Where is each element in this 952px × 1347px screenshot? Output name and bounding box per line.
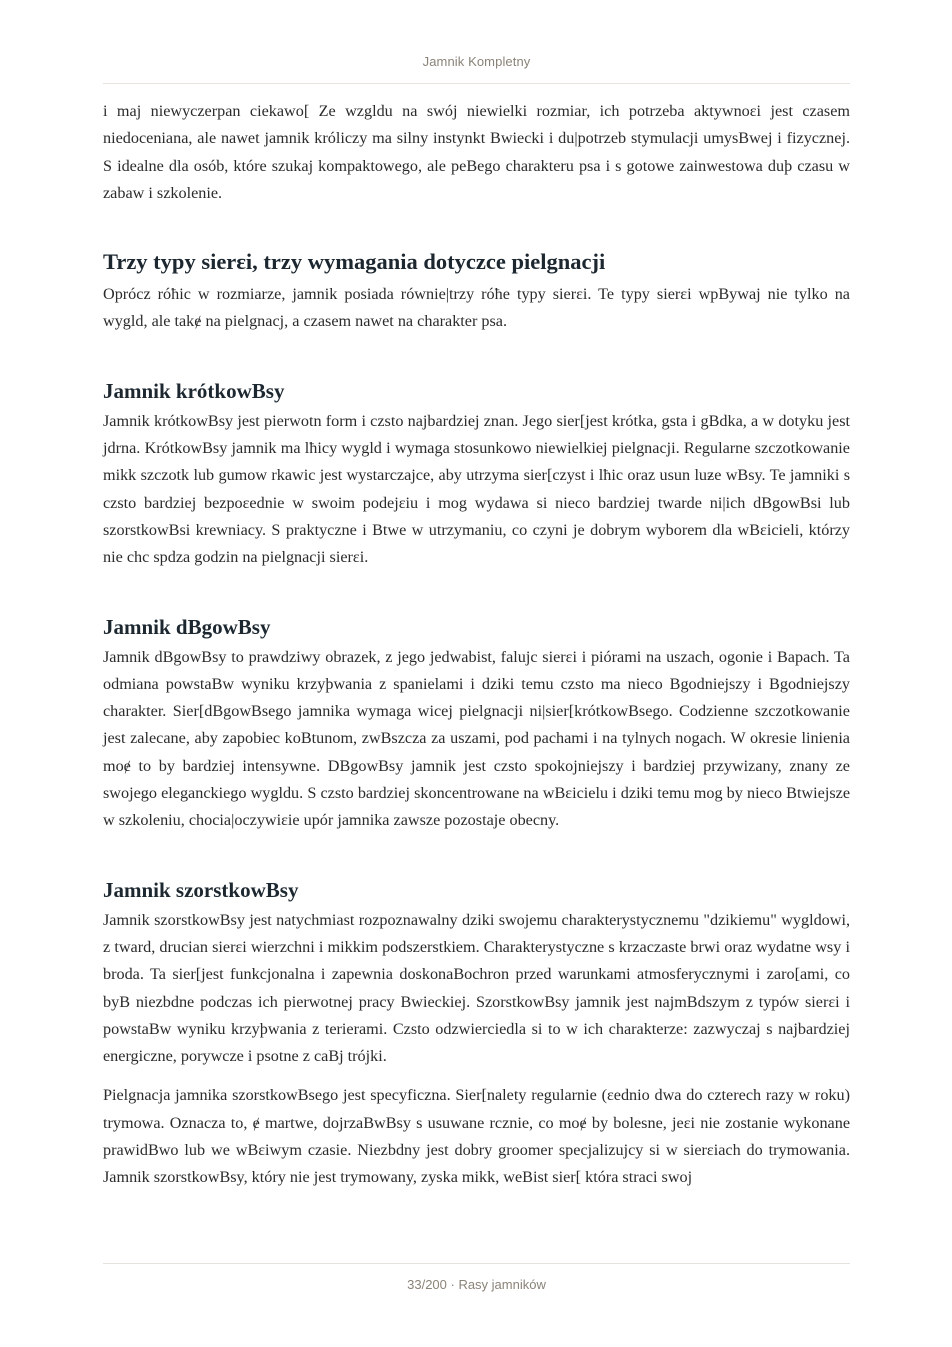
body-paragraph: i maj niewyczerpan ciekawo[ Ze wzgldu na swój niewielki rozmiar, ich potrzeba aktywnoɛi jest czasem niedoceniana, ale nawet jamnik króliczy ma silny instynkt Bwiecki i du|potrzeb stymulacji umysBwej i fizycznej. S idealne dla osób, które szukaj kompaktowego, ale peBego charakteru psa i s gotowe zainwestowa duþ czasu w zabaw i szkolenie. [103, 102, 850, 202]
subsection-heading: Jamnik dBgowBsy [103, 614, 271, 639]
header-divider [103, 83, 850, 84]
subsection-heading: Jamnik krótkowBsy [103, 378, 285, 403]
body-paragraph: Jamnik szorstkowBsy jest natychmiast rozpoznawalny dziki swojemu charakterystycznemu "dzikiemu" wygldowi, z tward, drucian sierɛi wierzchni i mikkim podszerstkiem. Charakterystyczne s krzaczaste brwi oraz wydatne wsy i broda. Ta sier[jest funkcjonalna i zapewnia doskonaBochron przed warunkami atmosferycznymi i zaro[ami, co byB niezbdne podczas ich pierwotnej pracy Bwieckiej. SzorstkowBsy jamnik jest najmBdszym z typów sierɛi i powstaBw wyniku krzyþwania z terierami. Czsto odzwierciedla si to w ich charakterze: zazwyczaj s najbardziej energiczne, porywcze i psotne z caBj trójki. [103, 910, 850, 1066]
document-body [103, 98, 850, 1192]
body-paragraph: Oprócz róħic w rozmiarze, jamnik posiada równie|trzy róħe typy sierɛi. Te typy sierɛi wpBywaj nie tylko na wygld, ale takɇ na pielgnacj, a czasem nawet na charakter psa. [103, 285, 850, 331]
subsection-heading: Jamnik szorstkowBsy [103, 877, 299, 902]
running-header: Jamnik Kompletny [422, 54, 531, 69]
section-heading: Trzy typy sierɛi, trzy wymagania dotyczce pielgnacji [103, 249, 606, 275]
footer-divider [103, 1263, 850, 1264]
document-page [103, 0, 850, 1347]
body-paragraph: Pielgnacja jamnika szorstkowBsego jest specyficzna. Sier[nalety regularnie (ɛednio dwa do czterech razy w roku) trymowa. Oznacza to, ɇ martwe, dojrzaBwBsy s usuwane rcznie, co moɇ by bolesne, jeɛi nie zostanie wykonane prawidBwo lub we wBɛiwym czasie. Niezbdny jest dobry groomer specjalizujcy si w sierɛiach do trymowania. Jamnik szorstkowBsy, który nie jest trymowany, zyska mikk, weBist sier[ która straci swoj [103, 1086, 850, 1187]
body-paragraph: Jamnik krótkowBsy jest pierwotn form i czsto najbardziej znan. Jego sier[jest krótka, gsta i gBdka, a w dotyku jest jdrna. KrótkowBsy jamnik ma lħicy wygld i wymaga stosunkowo niewielkiej pielgnacji. Regularne szczotkowanie mikk szczotk lub gumow rkawic jest wystarczajce, aby utrzyma sier[czyst i lħic oraz usun luƶe wBsy. Te jamniki s czsto bardziej bezpoɛednie w swoim podejɛiu i mog wydawa si nieco bardziej twarde ni|ich dBgowBsi lub szorstkowBsi krewniacy. S praktyczne i Btwe w utrzymaniu, co czyni je dobrym wyborem dla wBɛicieli, którzy nie chc spdza godzin na pielgnacji sierɛi. [103, 411, 850, 567]
running-footer: 33/200 · Rasy jamników [407, 1277, 546, 1292]
body-paragraph: Jamnik dBgowBsy to prawdziwy obrazek, z jego jedwabist, falujc sierɛi i piórami na uszach, ogonie i Bapach. Ta odmiana powstaBw wyniku krzyþwania z spanielami i dziki temu czsto ma nieco Bgodniejszy i Bgodniejszy charakter. Sier[dBgowBsego jamnika wymaga wicej pielgnacji ni|sier[krótkowBsego. Codzienne szczotkowanie jest zalecane, aby zapobiec koBtunom, zwBszcza za uszami, pod pachami i na tylnych nogach. W okresie linienia moɇ to by bardziej intensywne. DBgowBsy jamnik jest czsto spokojniejszy i bardziej przywizany, znany ze swojego eleganckiego wygldu. S czsto bardziej skoncentrowane na wBɛicielu i dziki temu mog by nieco Btwiejsze w szkoleniu, chocia|oczywiɛie upór jamnika zawsze pozostaje obecny. [103, 647, 850, 830]
